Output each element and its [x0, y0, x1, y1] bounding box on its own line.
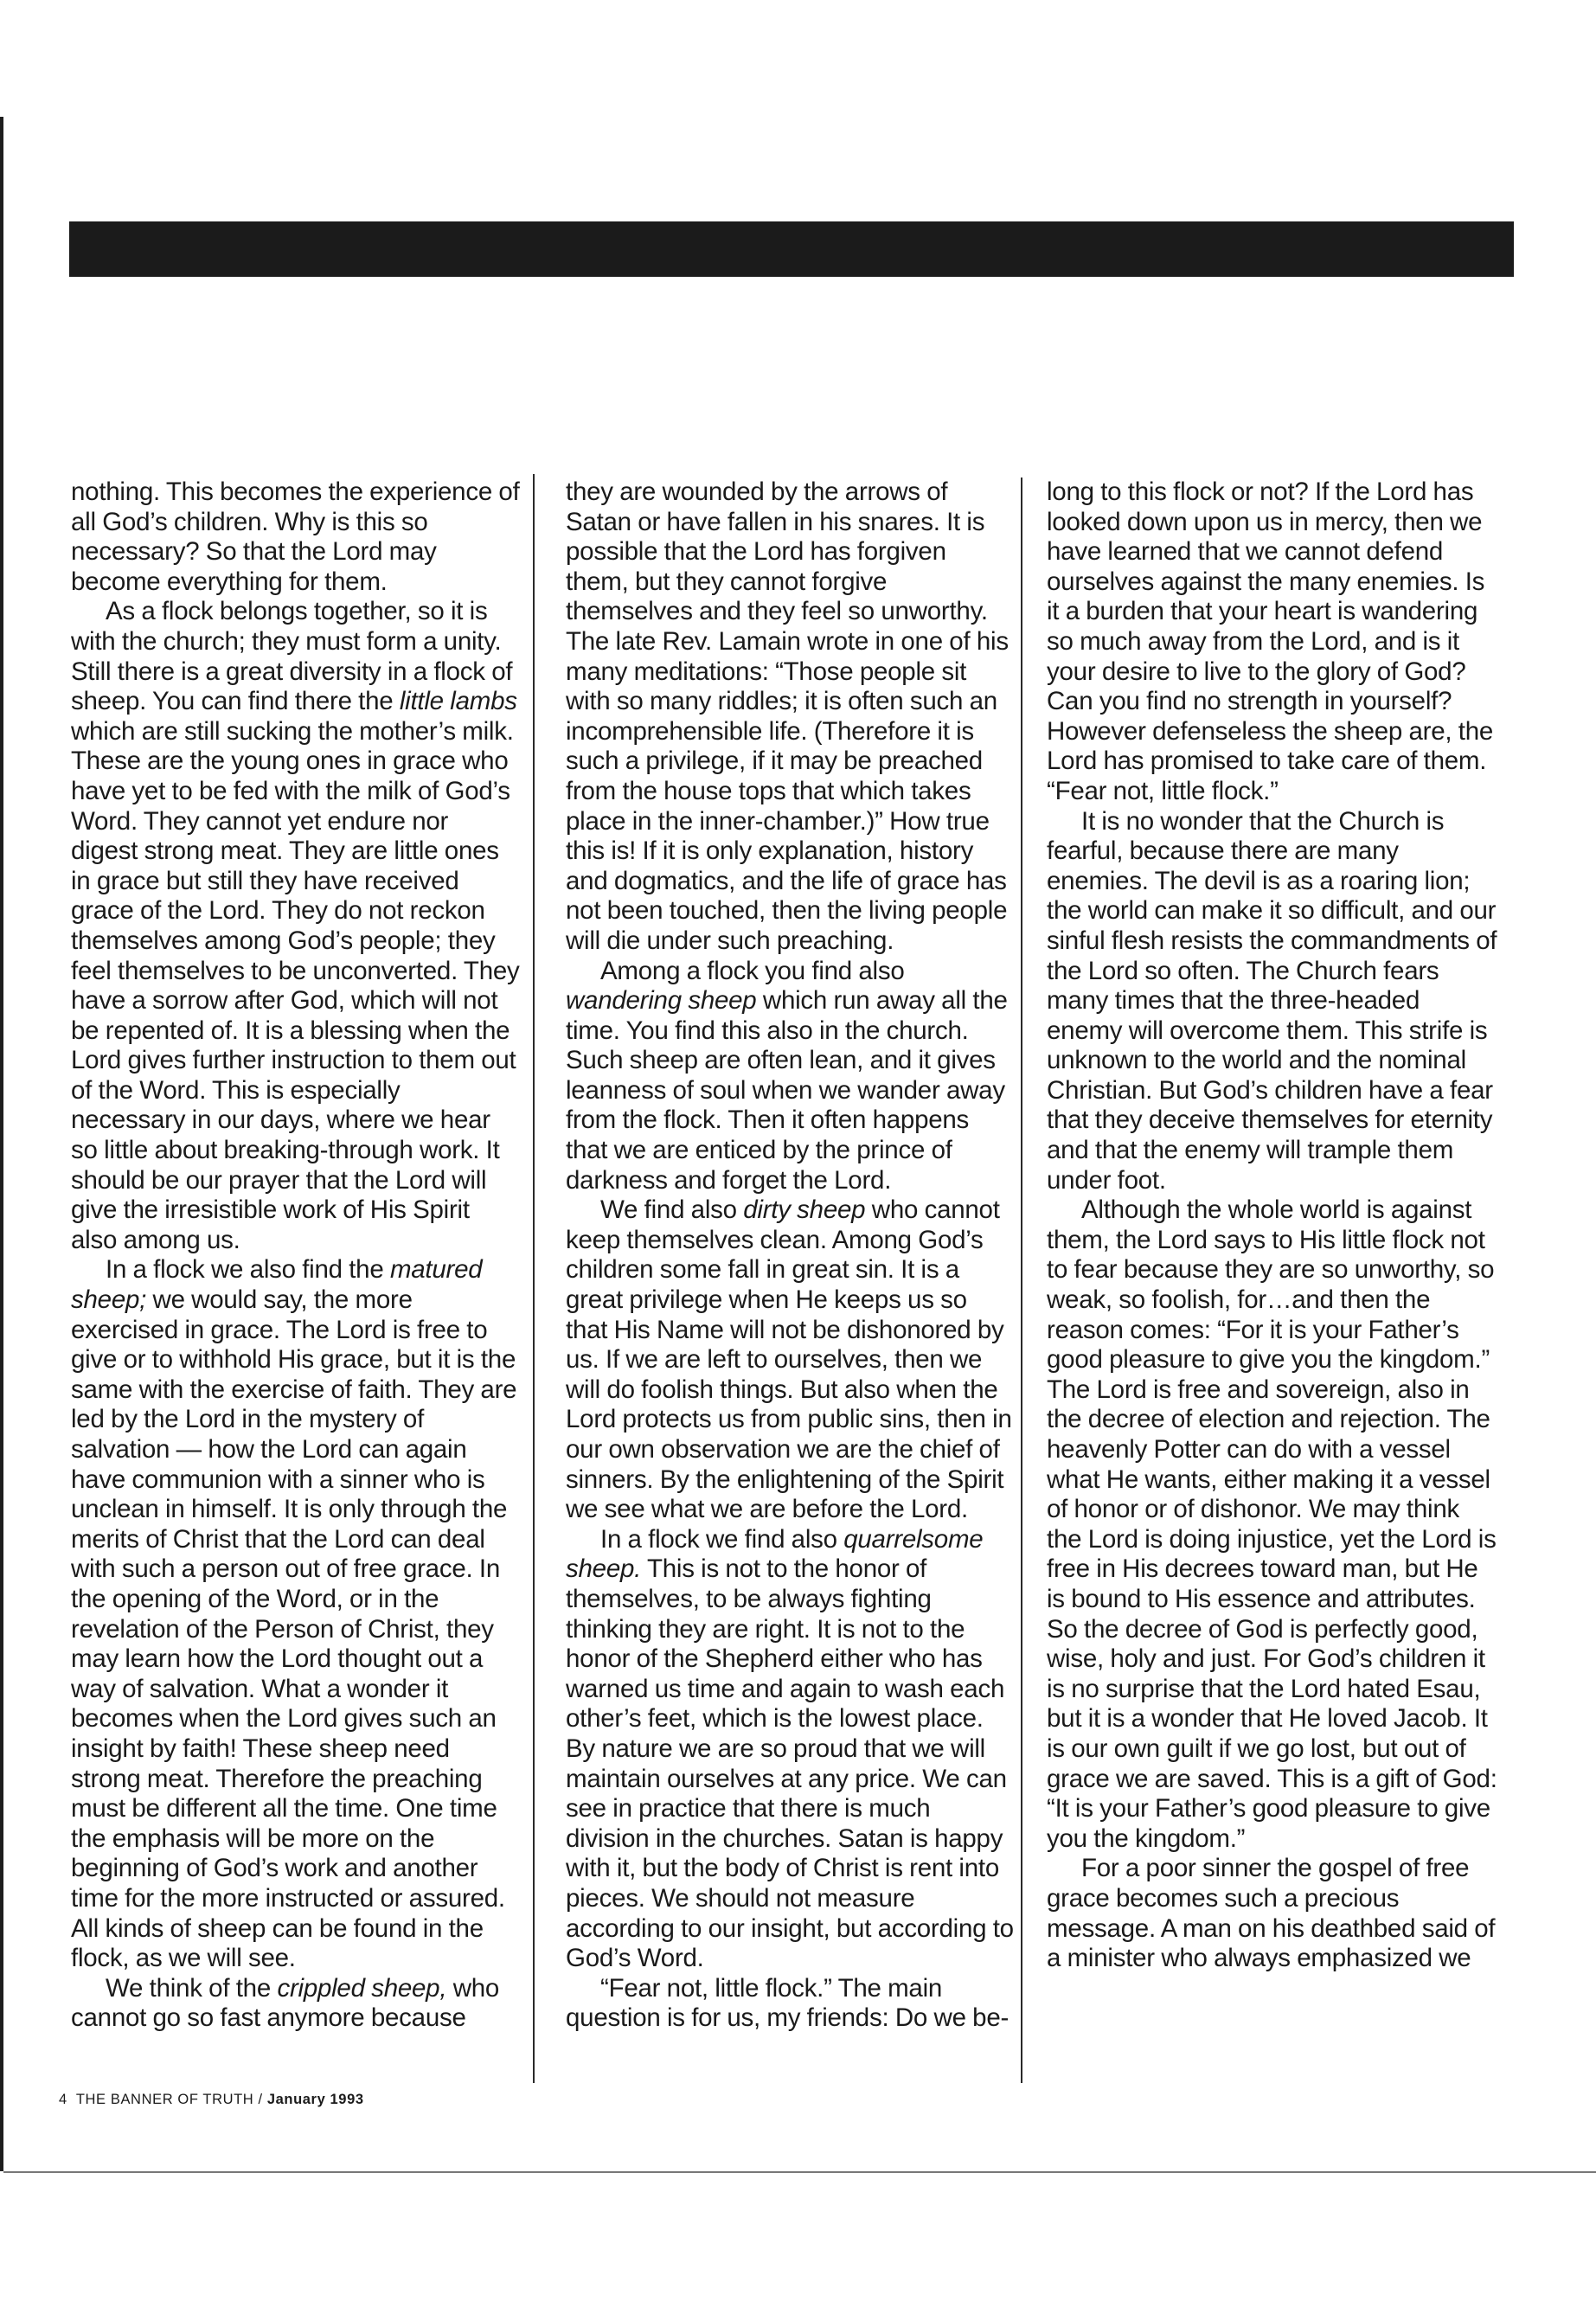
text-run: which are still sucking the mother’s milk. These are the young ones in grace who have yet to be fed with the milk of God’s Word. They cannot yet endure nor digest strong meat. They are little ones in grace but still they have received grace of the Lord. They do not reckon themselves among God’s people; they feel themselves to be unconverted. They have a sorrow after God, which will not be repented of. It is a blessing when the Lord gives further instruction to them out of the Word. This is especially necessary in our days, where we hear so little about breaking-through work. It should be our prayer that the Lord will give the irresistible work of His Spirit also among us.: [71, 716, 520, 1254]
text-run: they are wounded by the arrows of Satan or have fallen in his snares. It is possible that the Lord has forgiven them, but they cannot forgive themselves and they feel so unworthy. The late Rev. Lamain wrote in one of his many meditations: “Those people sit with so many riddles; it is often such an incomprehensible life. (Therefore it is such a privilege, if it may be preached from the house tops that which takes place in the inner-chamber.)” How true this is! If it is only explanation, history and dogmatics, and the life of grace has not been touched, then the living people will die under such preaching.: [566, 478, 1009, 955]
paragraph: [1047, 478, 1498, 807]
page-number: 4: [59, 2092, 67, 2107]
text-run: We think of the: [106, 1973, 278, 2003]
text-column-2: [566, 478, 1014, 2034]
publication-name: THE BANNER OF TRUTH /: [75, 2092, 263, 2107]
text-column-3: [1047, 478, 1498, 1974]
italic-phrase: quarrelsome sheep.: [566, 1524, 984, 1584]
italic-phrase: crippled sheep,: [277, 1973, 447, 2003]
text-run: Although the whole world is against them, the Lord says to His little flock not to fear because they are so unworthy, so weak, so foolish, for…and then the reason comes: “For it is your Father’s good pleasure to give you the kingdom.” The Lord is free and sovereign, also in the decree of election and rejection. The heavenly Potter can do with a vessel what He wants, either making it a vessel of honor or of dishonor. We may think the Lord is doing injustice, yet the Lord is free in His decrees toward man, but He is bound to His essence and attributes. So the decree of God is perfectly good, wise, holy and just. For God’s children it is no surprise that the Lord hated Esau, but it is a wonder that He loved Jacob. It is our own guilt if we go lost, but out of grace we are saved. This is a gift of God: “It is your Father’s good pleasure to give you the kingdom.”: [1047, 1195, 1497, 1853]
paragraph: [71, 597, 521, 1255]
text-column-1: [71, 478, 521, 2034]
text-run: who cannot keep themselves clean. Among God’s children some fall in great sin. It is a great privilege when He keeps us so that His Name will not be dishonored by us. If we are left to ourselves, then we will do foolish things. But also when the Lord protects us from public sins, then in our own observation we are the chief of sinners. By the enlightening of the Spirit we see what we are before the Lord.: [566, 1195, 1012, 1524]
paragraph: [566, 478, 1014, 957]
column-rule-2: [1021, 478, 1022, 2083]
italic-phrase: dirty sheep: [743, 1195, 866, 1225]
text-run: In a flock we find also: [600, 1524, 844, 1554]
text-run: long to this flock or not? If the Lord has looked down upon us in mercy, then we have learned that we cannot defend ourselves against the many enemies. Is it a burden that your heart is wandering so much away from the Lord, and is it your desire to live to the glory of God? Can you find no strength in yourself? However defenseless the sheep are, the Lord has promised to take care of them. “Fear not, little flock.”: [1047, 478, 1494, 805]
paragraph: [1047, 1195, 1498, 1854]
text-run: nothing. This becomes the experience of all God’s children. Why is this so necessary? So that the Lord may become everything for them.: [71, 478, 520, 596]
paragraph: [566, 1974, 1014, 2034]
italic-phrase: matured sheep;: [71, 1255, 483, 1315]
column-rule-1: [533, 474, 535, 2083]
bottom-rule: [3, 2171, 1596, 2173]
paragraph: [566, 1195, 1014, 1525]
text-run: We find also: [600, 1195, 744, 1225]
italic-phrase: little lambs: [399, 687, 517, 716]
text-run: we would say, the more exercised in grace. The Lord is free to give or to withhold His grace, but it is the same with the exercise of faith. They are led by the Lord in the mystery of salvation — how the Lord can again have communion with a sinner who is unclean in himself. It is only through the merits of Christ that the Lord can deal with such a person out of free grace. In the opening of the Word, or in the revelation of the Person of Christ, they may learn how the Lord thought out a way of salvation. What a wonder it becomes when the Lord gives such an insight by faith! These sheep need strong meat. Therefore the preaching must be different all the time. One time the emphasis will be more on the beginning of God’s work and another time for the more instructed or assured. All kinds of sheep can be found in the flock, as we will see.: [71, 1285, 517, 1973]
text-run: As a flock belongs together, so it is with the church; they must form a unity. Still there is a great diversity in a flock of sheep. You can find there the: [71, 597, 513, 716]
paragraph: [1047, 807, 1498, 1196]
paragraph: [71, 1974, 521, 2034]
page-footer: [59, 2092, 364, 2108]
page-edge-line: [0, 117, 3, 2171]
text-run: who cannot go so fast anymore because: [71, 1973, 500, 2033]
header-bar: [69, 221, 1514, 277]
issue-date: January 1993: [266, 2092, 364, 2107]
paragraph: [71, 478, 521, 597]
text-run: In a flock we also find the: [106, 1255, 390, 1285]
paragraph: [1047, 1854, 1498, 1973]
text-run: “Fear not, little flock.” The main question is for us, my friends: Do we be-: [566, 1973, 1010, 2033]
paragraph: [71, 1255, 521, 1973]
paragraph: [566, 957, 1014, 1196]
text-run: Among a flock you find also: [600, 956, 905, 985]
italic-phrase: wandering sheep: [566, 986, 757, 1016]
text-run: It is no wonder that the Church is fearful, because there are many enemies. The devil is as a roaring lion; the world can make it so difficult, and our sinful flesh resists the commandments of the Lord so often. The Church fears many times that the three-headed enemy will overcome them. This strife is unknown to the world and the nominal Christian. But God’s children have a fear that they deceive themselves for eternity and that the enemy will trample them under foot.: [1047, 806, 1497, 1195]
text-run: For a poor sinner the gospel of free grace becomes such a precious message. A man on his deathbed said of a minister who always emphasized we: [1047, 1854, 1496, 1973]
text-run: This is not to the honor of themselves, to be always fighting thinking they are right. It is not to the honor of the Shepherd either who has warned us time and again to wash each other’s feet, which is the lowest place. By nature we are so proud that we will maintain ourselves at any price. We can see in practice that there is much division in the churches. Satan is happy with it, but the body of Christ is rent into pieces. We should not measure according to our insight, but according to God’s Word.: [566, 1554, 1014, 1973]
text-run: which run away all the time. You find this also in the church. Such sheep are often lean, and it gives leanness of soul when we wander away from the flock. Then it often happens that we are enticed by the prince of darkness and forget the Lord.: [566, 986, 1008, 1195]
paragraph: [566, 1525, 1014, 1974]
